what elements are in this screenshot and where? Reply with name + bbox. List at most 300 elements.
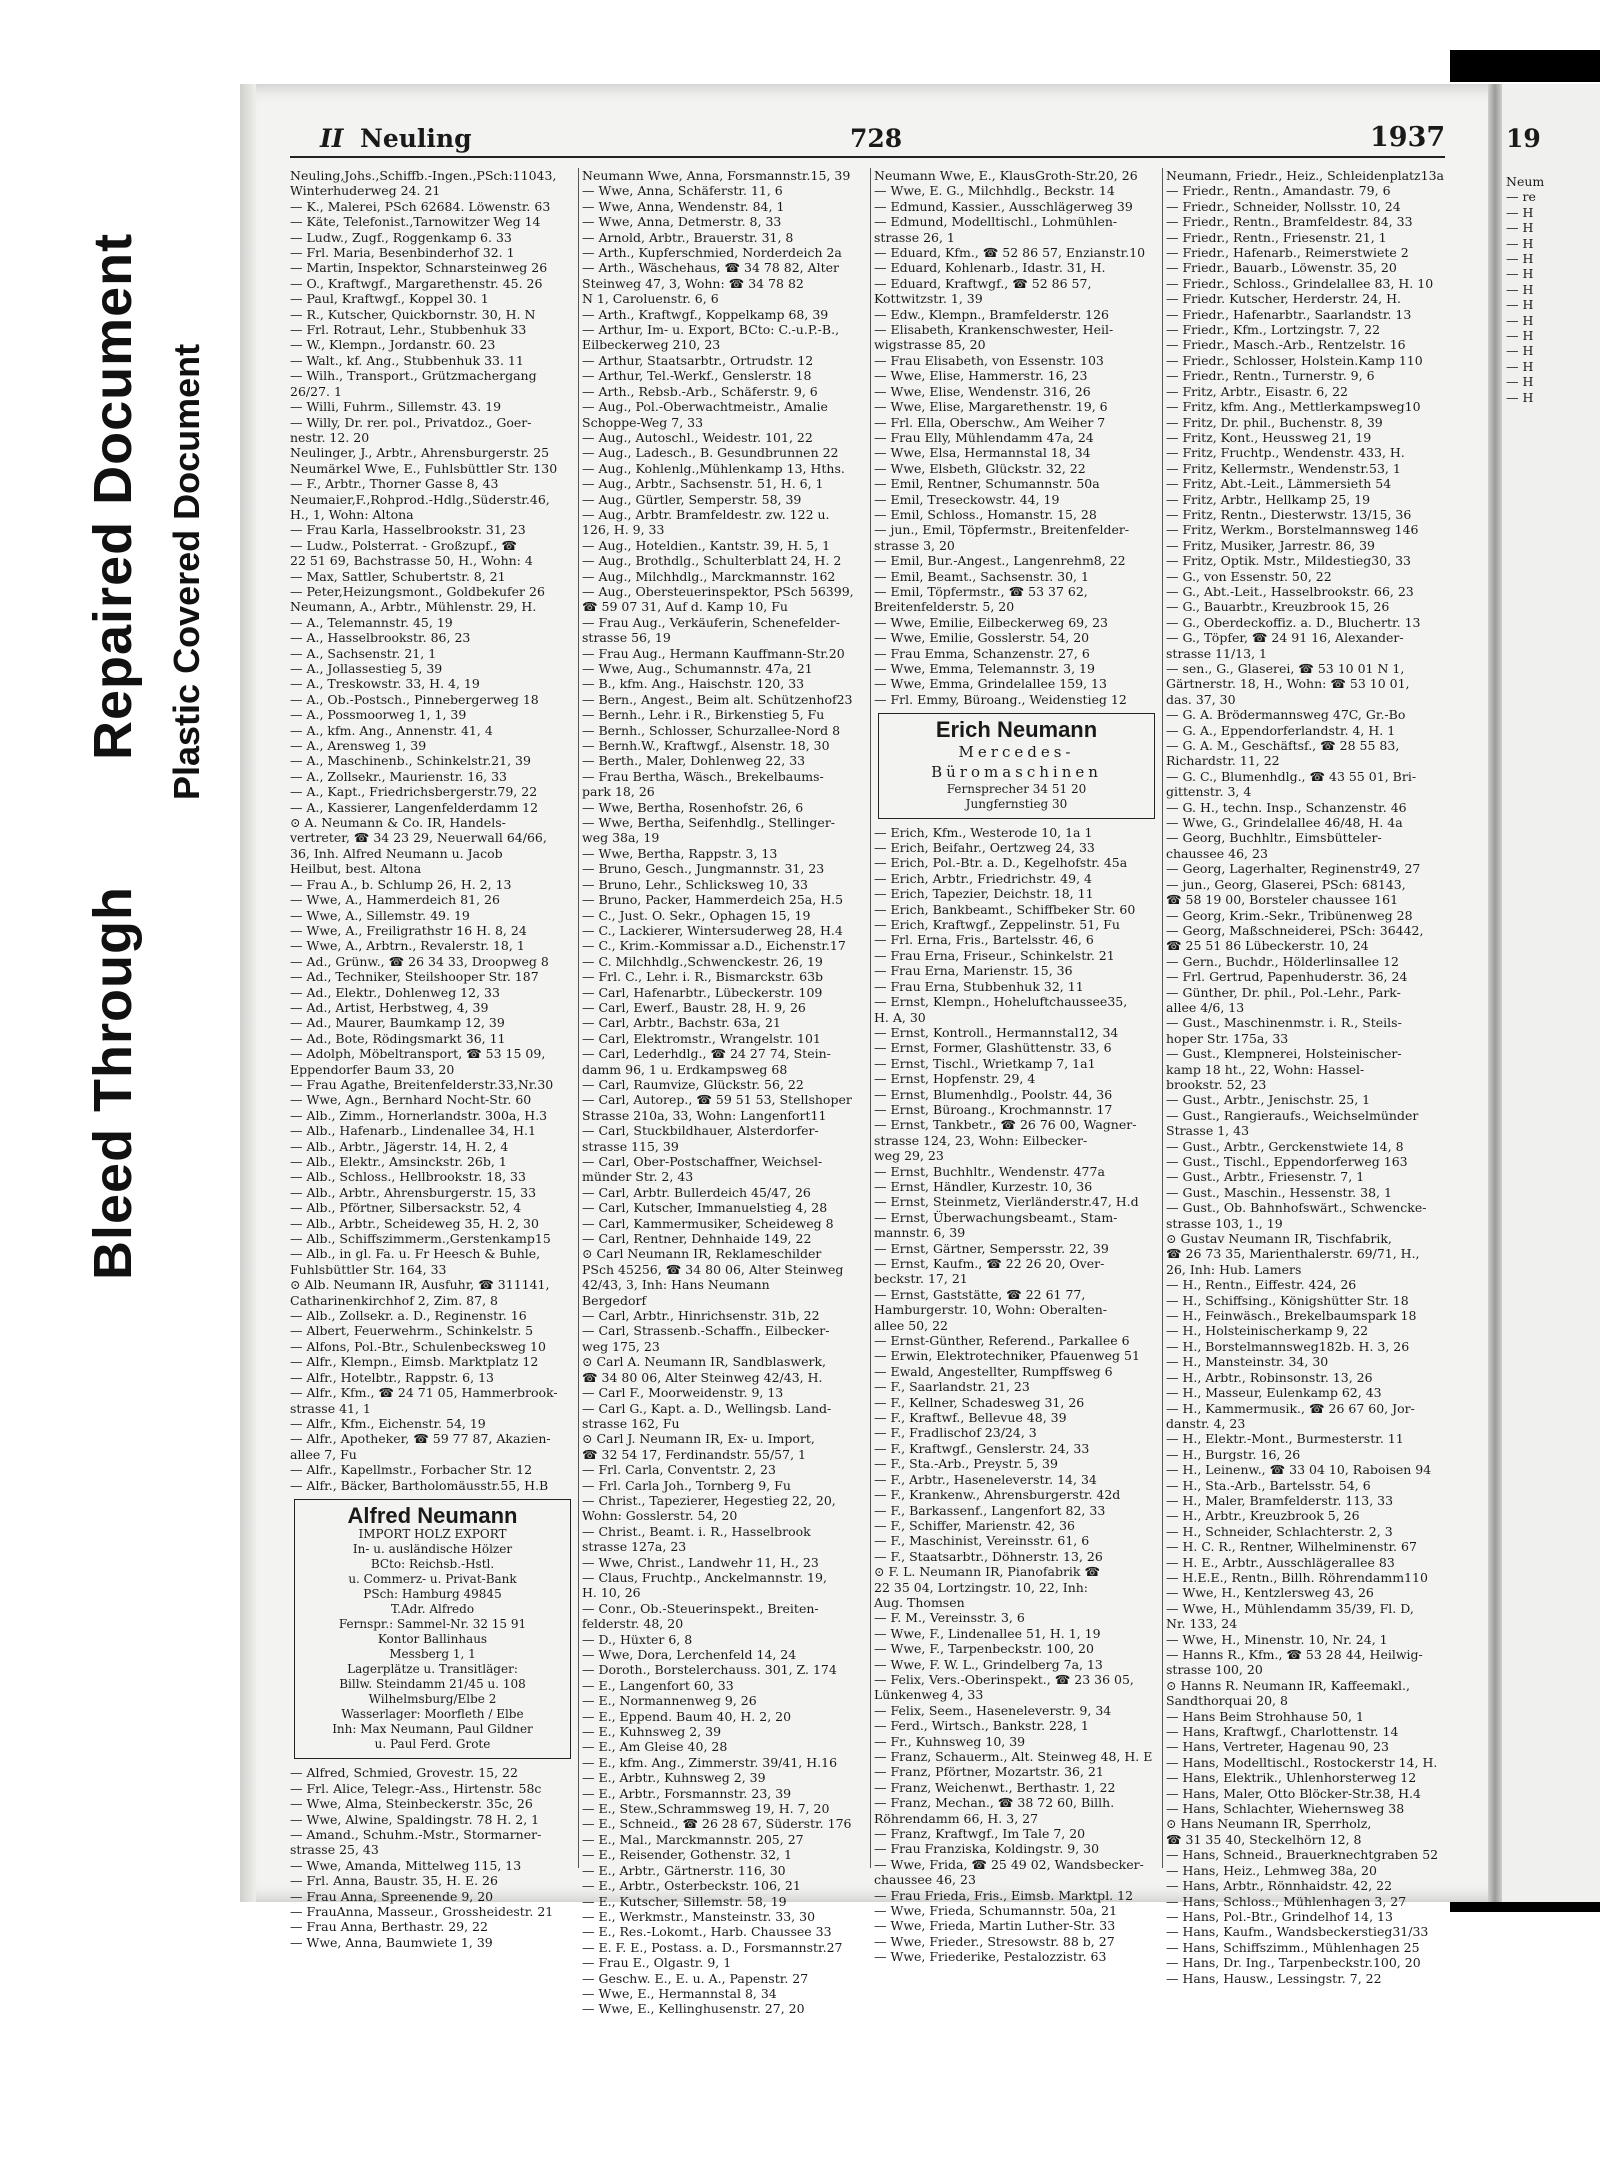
- directory-entry: — Friedr., Rentn., Amandastr. 79, 6: [1166, 183, 1391, 199]
- directory-entry: strasse 3, 20: [874, 537, 955, 553]
- directory-entry: — Franz, Kraftwgf., Im Tale 7, 20: [874, 1826, 1086, 1842]
- directory-entry: — Frau E., Olgastr. 9, 1: [582, 1955, 732, 1971]
- directory-entry: — Frl. Anna, Baustr. 35, H. E. 26: [290, 1873, 498, 1889]
- next-page-line: — H: [1506, 235, 1534, 251]
- directory-entry: — Wwe, Aug., Schumannstr. 47a, 21: [582, 661, 813, 676]
- directory-entry: — Aug., Kohlenlg.,Mühlenkamp 13, Hths.: [582, 460, 845, 476]
- directory-entry: — Christ., Tapezierer, Hegestieg 22, 20,: [582, 1492, 836, 1508]
- directory-entry: — E., Kutscher, Sillemstr. 58, 19: [582, 1893, 787, 1909]
- directory-entry: — Ludw., Polsterrat. - Großzupf., ☎: [290, 537, 517, 553]
- directory-entry: — Frau Aug., Hermann Kauffmann-Str.20: [582, 645, 845, 661]
- directory-entry: — Edmund, Kassier., Ausschlägerweg 39: [874, 198, 1133, 214]
- directory-entry: — Frl. C., Lehr. i. R., Bismarckstr. 63b: [582, 969, 824, 985]
- directory-entry: — Georg, Maßschneiderei, PSch: 36442,: [1166, 922, 1424, 938]
- directory-entry: — Alfr., Klempn., Eimsb. Marktplatz 12: [290, 1354, 539, 1370]
- directory-entry: weg 29, 23: [874, 1148, 944, 1164]
- advertisement-line: Mercedes-: [958, 742, 1075, 761]
- directory-entry: gittenstr. 3, 4: [1166, 784, 1252, 800]
- directory-entry: — Alb., Zimm., Hornerlandstr. 300a, H.3: [290, 1107, 548, 1123]
- directory-entry: — Ludw., Zugf., Roggenkamp 6. 33: [290, 229, 512, 245]
- advertisement-line: Kontor Ballinhaus: [377, 1632, 488, 1647]
- directory-entry: — Alb., Schloss., Hellbrookstr. 18, 33: [290, 1169, 526, 1185]
- directory-entry: — Frl. Gertrud, Papenhuderstr. 36, 24: [1166, 969, 1408, 985]
- page-gutter: [1488, 84, 1502, 1902]
- directory-entry: — Wwe, Friederike, Pestalozzistr. 63: [874, 1949, 1107, 1965]
- directory-entry: Kottwitzstr. 1, 39: [874, 291, 983, 307]
- directory-entry: — Emil, Beamt., Sachsenstr. 30, 1: [874, 568, 1089, 584]
- directory-entry: — A., Ob.-Postsch., Pinnebergerweg 18: [290, 691, 539, 707]
- directory-entry: 42/43, 3, Inh: Hans Neumann: [582, 1277, 770, 1293]
- next-page-line: — H: [1506, 374, 1534, 390]
- directory-entry: — Arnold, Arbtr., Brauerstr. 31, 8: [582, 229, 794, 245]
- directory-entry: — Wwe, Amanda, Mittelweg 115, 13: [290, 1857, 522, 1873]
- directory-entry: — Hans, Hausw., Lessingstr. 7, 22: [1166, 1970, 1382, 1986]
- directory-entry: — Hans Beim Strohhause 50, 1: [1166, 1708, 1364, 1724]
- directory-entry: — Franz, Weichenwt., Berthastr. 1, 22: [874, 1779, 1116, 1795]
- directory-entry: — Hans, Modelltischl., Rostockerstr 14, H.: [1166, 1754, 1438, 1770]
- directory-entry: — Berth., Maler, Dohlenweg 22, 33: [582, 753, 806, 769]
- directory-entry: — Gern., Buchdr., Hölderlinsallee 12: [1166, 953, 1399, 969]
- directory-entry: — Hans, Kraftwgf., Charlottenstr. 14: [1166, 1724, 1399, 1740]
- directory-entry: — A., Maschinenb., Schinkelstr.21, 39: [290, 753, 531, 769]
- advertisement-title: Erich Neumann: [935, 717, 1098, 743]
- directory-entry: — Erwin, Elektrotechniker, Pfauenweg 51: [874, 1348, 1140, 1364]
- directory-entry: 22 35 04, Lortzingstr. 10, 22, Inh:: [874, 1579, 1089, 1595]
- next-page-strip: [1502, 84, 1600, 1902]
- directory-entry: — B., kfm. Ang., Haischstr. 120, 33: [582, 676, 805, 692]
- directory-entry: — E., Reisender, Gothenstr. 32, 1: [582, 1847, 792, 1863]
- directory-entry: — Wwe, F., Tarpenbeckstr. 100, 20: [874, 1641, 1094, 1657]
- directory-entry: — Wwe, Elise, Margarethenstr. 19, 6: [874, 399, 1108, 415]
- directory-entry: — Frl. Emmy, Büroang., Weidenstieg 12: [874, 691, 1127, 707]
- directory-entry: 22 51 69, Bachstrasse 50, H., Wohn: 4: [290, 553, 533, 569]
- directory-entry: Neumaier,F.,Rohprod.-Hdlg.,Süderstr.46,: [290, 491, 550, 507]
- directory-entry: — Hans, Schneid., Brauerknechtgraben 52: [1166, 1847, 1439, 1863]
- directory-entry: — E., Stew.,Schrammsweg 19, H. 7, 20: [582, 1801, 830, 1817]
- directory-entry: — Alb., Elektr., Amsinckstr. 26b, 1: [290, 1154, 507, 1169]
- directory-entry: — H., Mansteinstr. 34, 30: [1166, 1354, 1329, 1370]
- directory-entry: — Frau Frieda, Fris., Eimsb. Marktpl. 12: [874, 1887, 1134, 1903]
- directory-entry: allee 7, Fu: [290, 1446, 357, 1462]
- directory-entry: — Hans, Kaufm., Wandsbeckerstieg31/33: [1166, 1924, 1429, 1940]
- directory-entry: — Edw., Klempn., Bramfelderstr. 126: [874, 306, 1110, 322]
- directory-entry: — Emil, Töpfermstr., ☎ 53 37 62,: [874, 583, 1088, 599]
- directory-entry: — H., Holsteinischerkamp 9, 22: [1166, 1323, 1369, 1339]
- directory-entry: — D., Hüxter 6, 8: [582, 1631, 693, 1647]
- column-2: [582, 168, 867, 2017]
- directory-entry: — E., Langenfort 60, 33: [582, 1677, 734, 1693]
- directory-entry: — E., Normannenweg 9, 26: [582, 1693, 757, 1709]
- directory-entry: weg 175, 23: [582, 1338, 660, 1354]
- directory-entry: — Eduard, Kohlenarb., Idastr. 31, H.: [874, 260, 1106, 276]
- directory-entry: — FrauAnna, Masseur., Grossheidestr. 21: [290, 1904, 554, 1919]
- directory-entry: — Carl, Stuckbildhauer, Alsterdorfer-: [582, 1123, 819, 1139]
- directory-entry: — Carl, Kammermusiker, Scheideweg 8: [582, 1215, 834, 1231]
- directory-entry: — Gust., Klempnerei, Holsteinischer-: [1166, 1046, 1402, 1062]
- directory-entry: — Alfr., Kfm., Eichenstr. 54, 19: [290, 1415, 486, 1431]
- directory-entry: — Friedr., Schneider, Nollsstr. 10, 24: [1166, 198, 1401, 214]
- directory-entry: — Ad., Artist, Herbstweg, 4, 39: [290, 999, 489, 1015]
- directory-entry: strasse 127a, 23: [582, 1539, 687, 1555]
- directory-entry: Neumann, Friedr., Heiz., Schleidenplatz13a: [1166, 168, 1444, 183]
- directory-entry: — Carl, Lederhdlg., ☎ 24 27 74, Stein-: [582, 1046, 831, 1062]
- directory-entry: Hamburgerstr. 10, Wohn: Oberalten-: [874, 1302, 1108, 1318]
- directory-entry: — Franz, Mechan., ☎ 38 72 60, Billh.: [874, 1795, 1115, 1811]
- directory-entry: — sen., G., Glaserei, ☎ 53 10 01 N 1,: [1166, 661, 1405, 676]
- directory-entry: — Alfr., Hotelbtr., Rappstr. 6, 13: [290, 1369, 494, 1385]
- directory-entry: — Fr., Kuhnsweg 10, 39: [874, 1733, 1026, 1749]
- directory-entry: — Käte, Telefonist.,Tarnowitzer Weg 14: [290, 214, 541, 230]
- directory-entry: — Felix, Vers.-Oberinspekt., ☎ 23 36 05,: [874, 1671, 1134, 1687]
- directory-entry: allee 50, 22: [874, 1317, 948, 1333]
- directory-entry: — A., Treskowstr. 33, H. 4, 19: [290, 676, 480, 692]
- directory-entry: — Edmund, Modelltischl., Lohmühlen-: [874, 214, 1118, 230]
- directory-page: [290, 120, 1446, 2017]
- directory-entry: Neumann Wwe, E., KlausGroth-Str.20, 26: [874, 168, 1138, 183]
- directory-entry: — Arth., Kraftwgf., Koppelkamp 68, 39: [582, 306, 829, 322]
- directory-entry: — Arth., Rebsb.-Arb., Schäferstr. 9, 6: [582, 383, 818, 399]
- directory-entry: — Emil, Schloss., Homanstr. 15, 28: [874, 506, 1097, 522]
- directory-entry: — Alb., in gl. Fa. u. Fr Heesch & Buhle,: [290, 1246, 541, 1262]
- directory-entry: — Frl. Maria, Besenbinderhof 32. 1: [290, 245, 515, 261]
- directory-entry: — Wwe, Elsa, Hermannstal 18, 34: [874, 445, 1091, 461]
- directory-entry: — jun., Georg, Glaserei, PSch: 68143,: [1166, 876, 1406, 892]
- directory-entry: — Gust., Maschinenmstr. i. R., Steils-: [1166, 1015, 1402, 1031]
- directory-entry: — H., Feinwäsch., Brekelbaumspark 18: [1166, 1308, 1417, 1324]
- directory-entry: — Arthur, Tel.-Werkf., Genslerstr. 18: [582, 368, 812, 384]
- directory-entry: Sandthorquai 20, 8: [1166, 1693, 1288, 1709]
- directory-entry: — Frau Erna, Friseur., Schinkelstr. 21: [874, 947, 1115, 963]
- label-plastic-covered: Plastic Covered Document: [166, 343, 207, 800]
- directory-entry: — Hans, Pol.-Btr., Grindelhof 14, 13: [1166, 1908, 1393, 1924]
- directory-entry: mannstr. 6, 39: [874, 1225, 966, 1241]
- directory-entry: — E., Werkmstr., Mansteinstr. 33, 30: [582, 1908, 816, 1924]
- directory-entry: — E., Arbtr., Forsmannstr. 23, 39: [582, 1785, 792, 1801]
- directory-entry: — Erich, Arbtr., Friedrichstr. 49, 4: [874, 870, 1092, 886]
- directory-entry: — Ernst, Blumenhdlg., Poolstr. 44, 36: [874, 1086, 1113, 1102]
- directory-entry: — F., Arbtr., Thorner Gasse 8, 43: [290, 476, 499, 492]
- directory-entry: — Fritz, Kont., Heussweg 21, 19: [1166, 429, 1372, 445]
- directory-entry: — E., Mal., Marckmannstr. 205, 27: [582, 1831, 804, 1847]
- directory-entry: — Wwe, G., Grindelallee 46/48, H. 4a: [1166, 815, 1403, 831]
- directory-entry: — Franz, Schauerm., Alt. Steinweg 48, H. E: [874, 1749, 1153, 1764]
- directory-entry: ⊙ Gustav Neumann IR, Tischfabrik,: [1166, 1231, 1392, 1247]
- directory-entry: Lünkenweg 4, 33: [874, 1687, 984, 1703]
- directory-entry: — Aug., Autoschl., Weidestr. 101, 22: [582, 429, 813, 445]
- directory-entry: — Carl, Hafenarbtr., Lübeckerstr. 109: [582, 984, 823, 1000]
- directory-entry: ⊙ Carl J. Neumann IR, Ex- u. Import,: [582, 1431, 815, 1447]
- directory-entry: — Aug., Hoteldien., Kantstr. 39, H. 5, 1: [582, 537, 831, 553]
- directory-entry: — Wwe, F. W. L., Grindelberg 7a, 13: [874, 1656, 1103, 1672]
- directory-entry: — H.E.E., Rentn., Billh. Röhrendamm110: [1166, 1569, 1428, 1585]
- directory-entry: — Frl. Rotraut, Lehr., Stubbenhuk 33: [290, 322, 527, 338]
- directory-entry: — Fritz, Arbtr., Eisastr. 6, 22: [1166, 383, 1349, 399]
- registration-mark-top: [1450, 50, 1600, 82]
- directory-entry: H. A, 30: [874, 1009, 926, 1025]
- directory-entry: — H. E., Arbtr., Ausschlägerallee 83: [1166, 1554, 1395, 1570]
- directory-entry: — Frau Elly, Mühlendamm 47a, 24: [874, 429, 1094, 445]
- directory-entry: — Elisabeth, Krankenschwester, Heil-: [874, 322, 1114, 338]
- directory-entry: — Arthur, Staatsarbtr., Ortrudstr. 12: [582, 352, 814, 368]
- directory-entry: — E., Am Gleise 40, 28: [582, 1739, 728, 1755]
- advertisement-line: PSch: Hamburg 49845: [363, 1587, 502, 1602]
- directory-entry: — Ad., Grünw., ☎ 26 34 33, Droopweg 8: [290, 953, 549, 969]
- directory-entry: ⊙ Hans Neumann IR, Sperrholz,: [1166, 1816, 1372, 1832]
- directory-entry: — Franz, Pförtner, Mozartstr. 36, 21: [874, 1764, 1104, 1780]
- directory-entry: — Hans, Schiffszimm., Mühlenhagen 25: [1166, 1939, 1420, 1955]
- directory-entry: felderstr. 48, 20: [582, 1616, 684, 1632]
- directory-entry: strasse 56, 19: [582, 630, 671, 646]
- directory-entry: strasse 162, Fu: [582, 1415, 680, 1431]
- column-1: [290, 168, 575, 1950]
- directory-entry: — Aug., Arbtr., Sachsenstr. 51, H. 6, 1: [582, 476, 824, 492]
- directory-entry: — Frau Anna, Berthastr. 29, 22: [290, 1919, 488, 1935]
- directory-entry: — Frau Anna, Spreenende 9, 20: [290, 1888, 494, 1904]
- directory-entry: — Hans, Schlachter, Wiehernsweg 38: [1166, 1801, 1405, 1817]
- directory-entry: — Arthur, Im- u. Export, BCto: C.-u.P.-B.,: [582, 322, 840, 338]
- directory-entry: strasse 124, 23, Wohn: Eilbecker-: [874, 1132, 1088, 1148]
- next-page-line: — H: [1506, 328, 1534, 343]
- directory-entry: 36, Inh. Alfred Neumann u. Jacob: [290, 845, 503, 861]
- directory-entry: — Hans, Arbtr., Rönnhaidstr. 42, 22: [1166, 1878, 1393, 1894]
- advertisement-box: [294, 1499, 571, 1759]
- directory-entry: — Wwe, Anna, Schäferstr. 11, 6: [582, 183, 783, 199]
- directory-entry: — Carl, Rentner, Dehnhaide 149, 22: [582, 1231, 812, 1247]
- next-page-line: — H: [1506, 220, 1534, 236]
- directory-entry: — G. C., Blumenhdlg., ☎ 43 55 01, Bri-: [1166, 768, 1417, 784]
- next-page-line: Neum: [1506, 174, 1545, 189]
- directory-entry: — Wwe, Frieda, Schumannstr. 50a, 21: [874, 1903, 1118, 1919]
- directory-entry: — A., Zollsekr., Maurienstr. 16, 33: [290, 768, 508, 784]
- directory-entry: Strasse 210a, 33, Wohn: Langenfort11: [582, 1107, 827, 1123]
- directory-entry: — Alfr., Kfm., ☎ 24 71 05, Hammerbrook-: [290, 1385, 558, 1401]
- directory-entry: — G., Abt.-Leit., Hasselbrookstr. 66, 23: [1166, 583, 1414, 599]
- directory-entry: strasse 100, 20: [1166, 1662, 1263, 1678]
- directory-entry: Neumann Wwe, Anna, Forsmannstr.15, 39: [582, 168, 851, 183]
- directory-entry: Richardstr. 11, 22: [1166, 753, 1280, 769]
- directory-entry: — Wwe, Alwine, Spaldingstr. 78 H. 2, 1: [290, 1811, 540, 1827]
- advertisement-line: Wasserlager: Moorfleth / Elbe: [341, 1707, 524, 1722]
- directory-entry: — Eduard, Kraftwgf., ☎ 52 86 57,: [874, 275, 1092, 291]
- next-page-line: — H: [1506, 343, 1534, 359]
- directory-entry: — Bruno, Lehr., Schlicksweg 10, 33: [582, 876, 808, 892]
- directory-entry: — Alb., Zollsekr. a. D., Reginenstr. 16: [290, 1308, 527, 1324]
- directory-entry: Breitenfelderstr. 5, 20: [874, 599, 1015, 615]
- directory-entry: — Erich, Bankbeamt., Schiffbeker Str. 60: [874, 901, 1136, 917]
- directory-entry: hoper Str. 175a, 33: [1166, 1030, 1289, 1046]
- directory-entry: — Ernst, Steinmetz, Vierländerstr.47, H.d: [874, 1194, 1139, 1210]
- directory-entry: — Conr., Ob.-Steuerinspekt., Breiten-: [582, 1600, 819, 1616]
- column-3: [874, 168, 1159, 1965]
- directory-entry: — Carl, Arbtr. Bullerdeich 45/47, 26: [582, 1184, 811, 1200]
- directory-entry: — Fritz, Dr. phil., Buchenstr. 8, 39: [1166, 414, 1383, 430]
- directory-entry: — Wwe, Christ., Landwehr 11, H., 23: [582, 1554, 819, 1570]
- directory-entry: — Frl. Carla Joh., Tornberg 9, Fu: [582, 1477, 791, 1493]
- directory-entry: — Wwe, A., Arbtrn., Revalerstr. 18, 1: [290, 938, 525, 954]
- directory-entry: N 1, Caroluenstr. 6, 6: [582, 291, 719, 307]
- directory-entry: — Frau Franziska, Koldingstr. 9, 30: [874, 1841, 1100, 1857]
- directory-entry: — Erich, Kraftwgf., Zeppelinstr. 51, Fu: [874, 917, 1120, 933]
- directory-entry: — Felix, Seem., Haseneleverstr. 9, 34: [874, 1702, 1112, 1718]
- directory-entry: — Ernst, Former, Glashüttenstr. 33, 6: [874, 1040, 1112, 1056]
- directory-entry: — H., Arbtr., Kreuzbrook 5, 26: [1166, 1508, 1360, 1524]
- directory-entry: — E. F. E., Postass. a. D., Forsmannstr.27: [582, 1939, 843, 1955]
- directory-entry: — Fritz, Rentn., Diesterwstr. 13/15, 36: [1166, 506, 1412, 522]
- directory-entry: ⊙ A. Neumann & Co. IR, Handels-: [290, 815, 506, 831]
- directory-entry: — A., kfm. Ang., Annenstr. 41, 4: [290, 722, 493, 738]
- directory-entry: ☎ 26 73 35, Marienthalerstr. 69/71, H.,: [1166, 1246, 1420, 1262]
- directory-entry: — Geschw. E., E. u. A., Papenstr. 27: [582, 1970, 809, 1986]
- directory-entry: — Carl, Kutscher, Immanuelstieg 4, 28: [582, 1200, 828, 1216]
- directory-entry: — Wwe, Emma, Telemannstr. 3, 19: [874, 661, 1095, 676]
- directory-entry: — Erich, Pol.-Btr. a. D., Kegelhofstr. 45a: [874, 855, 1128, 871]
- directory-entry: — Gust., Tischl., Eppendorferweg 163: [1166, 1154, 1408, 1169]
- directory-entry: — Amand., Schuhm.-Mstr., Stormarner-: [290, 1826, 542, 1842]
- directory-entry: strasse 103, 1., 19: [1166, 1215, 1283, 1231]
- directory-entry: — Frau Karla, Hasselbrookstr. 31, 23: [290, 522, 526, 538]
- directory-entry: — Wwe, Anna, Baumwiete 1, 39: [290, 1934, 493, 1950]
- scan-edge: [240, 84, 256, 1902]
- directory-entry: — Carl, Ewerf., Baustr. 28, H. 9, 26: [582, 999, 806, 1015]
- directory-entry: — G. H., techn. Insp., Schanzenstr. 46: [1166, 799, 1407, 815]
- directory-entry: — F., Kellner, Schadesweg 31, 26: [874, 1394, 1085, 1410]
- directory-entry: — Wwe, H., Kentzlersweg 43, 26: [1166, 1585, 1374, 1601]
- directory-entry: — Georg, Lagerhalter, Reginenstr49, 27: [1166, 861, 1421, 877]
- directory-entry: — Alfr., Kapellmstr., Forbacher Str. 12: [290, 1462, 533, 1478]
- directory-entry: — Alb., Arbtr., Ahrensburgerstr. 15, 33: [290, 1184, 537, 1200]
- directory-entry: — Carl, Arbtr., Bachstr. 63a, 21: [582, 1015, 781, 1031]
- directory-entry: — A., Possmoorweg 1, 1, 39: [290, 707, 467, 723]
- directory-entry: — Doroth., Borstelerchauss. 301, Z. 174: [582, 1662, 837, 1678]
- directory-entry: — Wwe, Emma, Grindelallee 159, 13: [874, 676, 1107, 692]
- directory-entry: — Ad., Elektr., Dohlenweg 12, 33: [290, 984, 500, 1000]
- directory-entry: — F., Arbtr., Haseneleverstr. 14, 34: [874, 1471, 1097, 1487]
- next-page-line: — H: [1506, 266, 1534, 282]
- directory-entry: — Wwe, Elise, Wendenstr. 316, 26: [874, 383, 1091, 399]
- directory-entry: ⊙ Hanns R. Neumann IR, Kaffeemakl.,: [1166, 1677, 1411, 1693]
- advertisement-line: BCto: Reichsb.-Hstl.: [370, 1557, 495, 1572]
- directory-entry: — Emil, Rentner, Schumannstr. 50a: [874, 476, 1100, 492]
- directory-entry: — H., Rentn., Eiffestr. 424, 26: [1166, 1277, 1357, 1293]
- directory-entry: — Bern., Angest., Beim alt. Schützenhof23: [582, 691, 853, 707]
- directory-entry: — Friedr., Rentn., Bramfeldestr. 84, 33: [1166, 214, 1413, 230]
- directory-entry: brookstr. 52, 23: [1166, 1076, 1267, 1092]
- advertisement-line: u. Commerz- u. Privat-Bank: [348, 1572, 517, 1587]
- directory-entry: — H., Kammermusik., ☎ 26 67 60, Jor-: [1166, 1400, 1415, 1416]
- directory-entry: — Ernst, Hopfenstr. 29, 4: [874, 1071, 1036, 1087]
- directory-entry: — Willi, Fuhrm., Sillemstr. 43. 19: [290, 399, 502, 415]
- directory-entry: — Aug., Ladesch., B. Gesundbrunnen 22: [582, 445, 839, 461]
- directory-entry: — Alb., Pförtner, Silbersackstr. 52, 4: [290, 1200, 522, 1216]
- directory-entry: — Bernh., Schlosser, Schurzallee-Nord 8: [582, 722, 841, 738]
- directory-entry: park 18, 26: [582, 784, 655, 800]
- directory-entry: — Max, Sattler, Schubertstr. 8, 21: [290, 568, 506, 584]
- directory-entry: 26/27. 1: [290, 383, 342, 399]
- directory-entry: — Frl. Erna, Fris., Bartelsstr. 46, 6: [874, 932, 1094, 948]
- classification-sidebar: [0, 0, 230, 2177]
- directory-entry: — A., Kassierer, Langenfelderdamm 12: [290, 799, 539, 815]
- directory-entry: — Fritz, Abt.-Leit., Lämmersieth 54: [1166, 476, 1392, 492]
- directory-entry: — Ernst, Kaufm., ☎ 22 26 20, Over-: [874, 1256, 1105, 1271]
- directory-entry: Neumärkel Wwe, E., Fuhlsbüttler Str. 130: [290, 460, 558, 476]
- directory-entry: — Ernst, Klempn., Hoheluftchaussee35,: [874, 994, 1128, 1010]
- directory-entry: Nr. 133, 24: [1166, 1616, 1238, 1632]
- directory-entry: ⊙ Carl A. Neumann IR, Sandblaswerk,: [582, 1354, 827, 1370]
- directory-entry: — Wwe, Bertha, Seifenhdlg., Stellinger-: [582, 815, 836, 831]
- directory-entry: — Carl, Raumvize, Glückstr. 56, 22: [582, 1076, 804, 1092]
- directory-entry: — G., Töpfer, ☎ 24 91 16, Alexander-: [1166, 630, 1404, 646]
- directory-entry: — E., Arbtr., Kuhnsweg 2, 39: [582, 1770, 766, 1786]
- directory-entry: — Fritz, kfm. Ang., Mettlerkampsweg10: [1166, 399, 1421, 415]
- directory-entry: — Erich, Beifahr., Oertzweg 24, 33: [874, 840, 1095, 856]
- directory-entry: ☎ 58 19 00, Borsteler chaussee 161: [1166, 892, 1399, 908]
- directory-entry: — Ernst, Gärtner, Sempersstr. 22, 39: [874, 1240, 1109, 1256]
- directory-entry: — Wwe, Frieder., Stresowstr. 88 b, 27: [874, 1933, 1115, 1949]
- directory-entry: — Carl, Ober-Postschaffner, Weichsel-: [582, 1154, 823, 1169]
- directory-entry: — Wwe, Bertha, Rosenhofstr. 26, 6: [582, 799, 804, 815]
- directory-entry: — H., Maler, Bramfelderstr. 113, 33: [1166, 1492, 1394, 1508]
- directory-entry: — Alb., Hafenarb., Lindenallee 34, H.1: [290, 1123, 536, 1139]
- directory-entry: — Fritz, Fruchtp., Wendenstr. 433, H.: [1166, 445, 1405, 461]
- directory-entry: — Wwe, Emilie, Eilbeckerweg 69, 23: [874, 614, 1108, 630]
- next-page-line: — H: [1506, 358, 1534, 374]
- directory-entry: — Emil, Bur.-Angest., Langenrehm8, 22: [874, 553, 1126, 569]
- directory-entry: Eilbeckerweg 210, 23: [582, 337, 721, 353]
- directory-entry: — Wwe, H., Minenstr. 10, Nr. 24, 1: [1166, 1631, 1388, 1647]
- directory-entry: — Friedr., Bauarb., Löwenstr. 35, 20: [1166, 260, 1397, 276]
- directory-entry: — Ernst, Büroang., Krochmannstr. 17: [874, 1101, 1113, 1117]
- scanned-page: [240, 84, 1600, 2017]
- directory-entry: das. 37, 30: [1166, 691, 1236, 707]
- directory-entry: — Fritz, Arbtr., Hellkamp 25, 19: [1166, 491, 1371, 507]
- directory-entry: — Ad., Maurer, Baumkamp 12, 39: [290, 1015, 505, 1031]
- directory-entry: — Aug., Gürtler, Semperstr. 58, 39: [582, 491, 802, 507]
- directory-entry: — Ernst, Überwachungsbeamt., Stam-: [874, 1209, 1118, 1225]
- directory-entry: — A., Arensweg 1, 39: [290, 738, 427, 754]
- directory-entry: — Arth., Kupferschmied, Norderdeich 2a: [582, 245, 842, 261]
- directory-entry: — A., Telemannstr. 45, 19: [290, 614, 453, 630]
- directory-entry: — Frau Elisabeth, von Essenstr. 103: [874, 352, 1104, 368]
- directory-entry: — Wwe, Agn., Bernhard Nocht-Str. 60: [290, 1092, 532, 1108]
- column-4: [1166, 168, 1451, 1986]
- directory-entry: — Wwe, E., Kellinghusenstr. 27, 20: [582, 2001, 805, 2017]
- directory-entry: ☎ 25 51 86 Lübeckerstr. 10, 24: [1166, 938, 1369, 954]
- directory-entry: — A., Hasselbrookstr. 86, 23: [290, 630, 471, 646]
- directory-entry: — G., Bauarbtr., Kreuzbrook 15, 26: [1166, 599, 1390, 615]
- directory-entry: strasse 41, 1: [290, 1400, 371, 1416]
- directory-entry: — Wwe, Elise, Hammerstr. 16, 23: [874, 368, 1088, 384]
- directory-entry: — Wilh., Transport., Grützmachergang: [290, 368, 537, 384]
- directory-entry: — Frau Agathe, Breitenfelderstr.33,Nr.30: [290, 1076, 554, 1092]
- directory-entry: — Albert, Feuerwehrm., Schinkelstr. 5: [290, 1323, 534, 1339]
- advertisement-line: In- u. ausländische Hölzer: [352, 1542, 513, 1557]
- directory-entry: allee 4/6, 13: [1166, 999, 1245, 1015]
- directory-entry: vertreter, ☎ 34 23 29, Neuerwall 64/66,: [290, 830, 547, 846]
- directory-entry: beckstr. 17, 21: [874, 1271, 968, 1287]
- directory-entry: — Aug., Brothdlg., Schulterblatt 24, H. 2: [582, 553, 842, 569]
- directory-entry: — O., Kraftwgf., Margarethenstr. 45. 26: [290, 275, 543, 291]
- directory-entry: Neulinger, J., Arbtr., Ahrensburgerstr. 25: [290, 445, 550, 461]
- directory-entry: — Peter,Heizungsmont., Goldbekufer 26: [290, 583, 545, 599]
- directory-entry: — Eduard, Kfm., ☎ 52 86 57, Enzianstr.10: [874, 245, 1146, 261]
- next-page-line: — H: [1506, 251, 1534, 266]
- directory-entry: danstr. 4, 23: [1166, 1415, 1246, 1431]
- next-page-line: — H: [1506, 312, 1534, 328]
- directory-entry: — Wwe, Frida, ☎ 25 49 02, Wandsbecker-: [874, 1856, 1144, 1872]
- directory-entry: strasse 26, 1: [874, 229, 955, 245]
- directory-entry: — W., Klempn., Jordanstr. 60. 23: [290, 337, 496, 353]
- directory-entry: Eppendorfer Baum 33, 20: [290, 1061, 455, 1077]
